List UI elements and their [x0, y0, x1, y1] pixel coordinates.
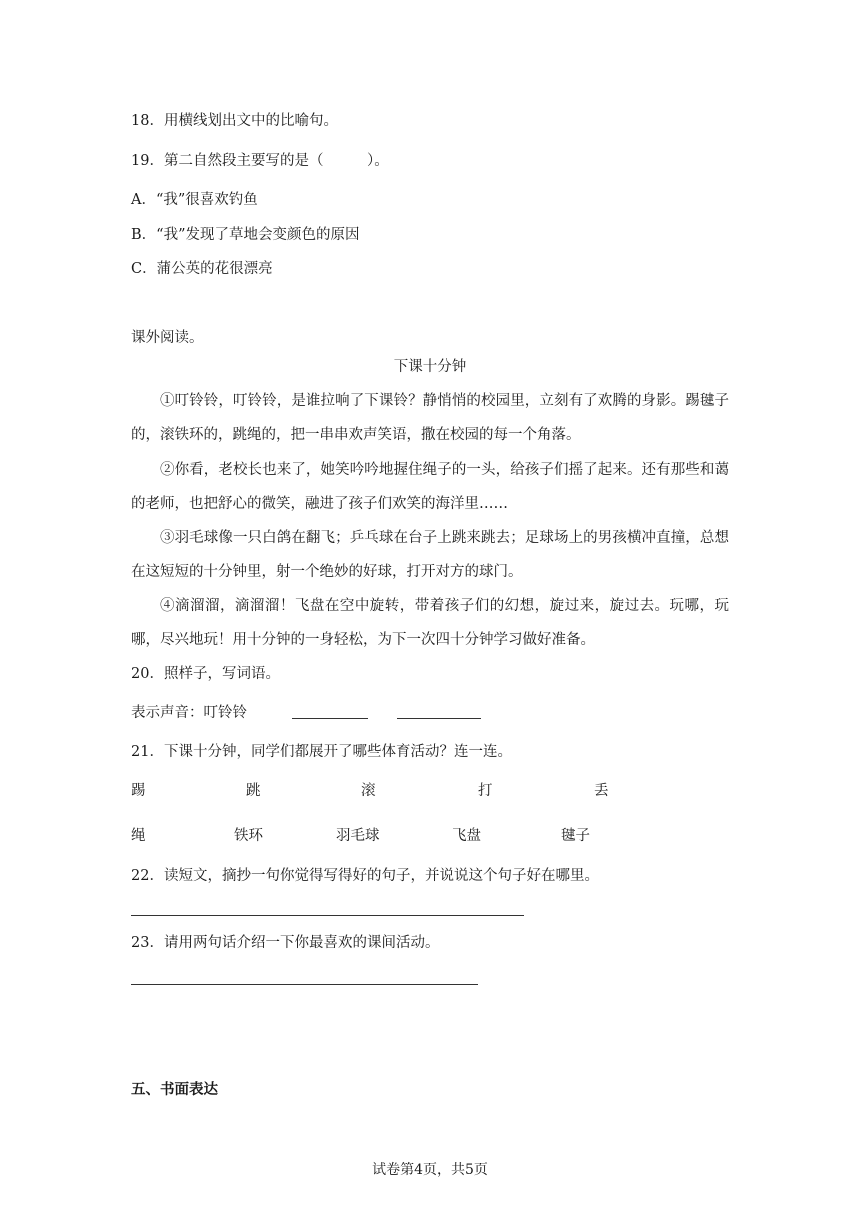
question-23: 23．请用两句话介绍一下你最喜欢的课间活动。	[131, 935, 440, 951]
match-noun[interactable]: 羽毛球	[336, 828, 380, 844]
answer-line-22[interactable]	[131, 915, 524, 916]
passage-title: 下课十分钟	[393, 359, 467, 375]
question-21-stem: 21．下课十分钟，同学们都展开了哪些体育活动？连一连。	[131, 744, 512, 760]
match-verb[interactable]: 丢	[594, 783, 609, 799]
answer-blank-2[interactable]	[397, 718, 481, 719]
match-noun[interactable]: 毽子	[561, 828, 590, 844]
match-verb[interactable]: 滚	[361, 783, 376, 799]
match-verb[interactable]: 踢	[131, 783, 146, 799]
match-noun[interactable]: 铁环	[234, 828, 263, 844]
question-19-option-a: A．“我”很喜欢钓鱼	[131, 192, 258, 208]
page-footer: 试卷第4页，共5页	[372, 1162, 488, 1178]
match-verb[interactable]: 打	[478, 783, 493, 799]
question-19-option-b: B．“我”发现了草地会变颜色的原因	[131, 227, 360, 243]
match-noun[interactable]: 飞盘	[452, 828, 481, 844]
answer-line-23[interactable]	[131, 984, 478, 985]
passage-paragraph-1: ①叮铃铃，叮铃铃，是谁拉响了下课铃？静悄悄的校园里，立刻有了欢腾的身影。踢毽子的，滚铁环的，跳绳的，把一串串欢声笑语，撒在校园的每一个角落。	[131, 393, 729, 443]
question-18: 18．用横线划出文中的比喻句。	[131, 113, 338, 129]
passage-paragraph-4: ④滴溜溜，滴溜溜！飞盘在空中旋转，带着孩子们的幻想，旋过来，旋过去。玩哪，玩哪，尽兴地玩！用十分钟的一身轻松，为下一次四十分钟学习做好准备。	[131, 598, 729, 648]
match-noun[interactable]: 绳	[131, 828, 146, 844]
question-22: 22．读短文，摘抄一句你觉得写得好的句子，并说说这个句子好在哪里。	[131, 868, 599, 884]
section-five-heading: 五、书面表达	[131, 1082, 218, 1098]
question-19-option-c: C．蒲公英的花很漂亮	[131, 261, 273, 277]
passage-paragraph-2: ②你看，老校长也来了，她笑吟吟地握住绳子的一头，给孩子们摇了起来。还有那些和蔼的老师，也把舒心的微笑，融进了孩子们欢笑的海洋里……	[131, 462, 729, 512]
section-reading-label: 课外阅读。	[131, 330, 204, 346]
question-20-stem: 20．照样子，写词语。	[131, 666, 280, 682]
passage-paragraph-3: ③羽毛球像一只白鸽在翻飞；乒乓球在台子上跳来跳去；足球场上的男孩横冲直撞，总想在这短短的十分钟里，射一个绝妙的好球，打开对方的球门。	[131, 530, 729, 580]
question-20-example: 表示声音：叮铃铃	[131, 705, 247, 721]
answer-blank-1[interactable]	[292, 718, 368, 719]
question-19-stem: 19．第二自然段主要写的是（ ）。	[131, 153, 389, 169]
match-verb[interactable]: 跳	[246, 783, 261, 799]
